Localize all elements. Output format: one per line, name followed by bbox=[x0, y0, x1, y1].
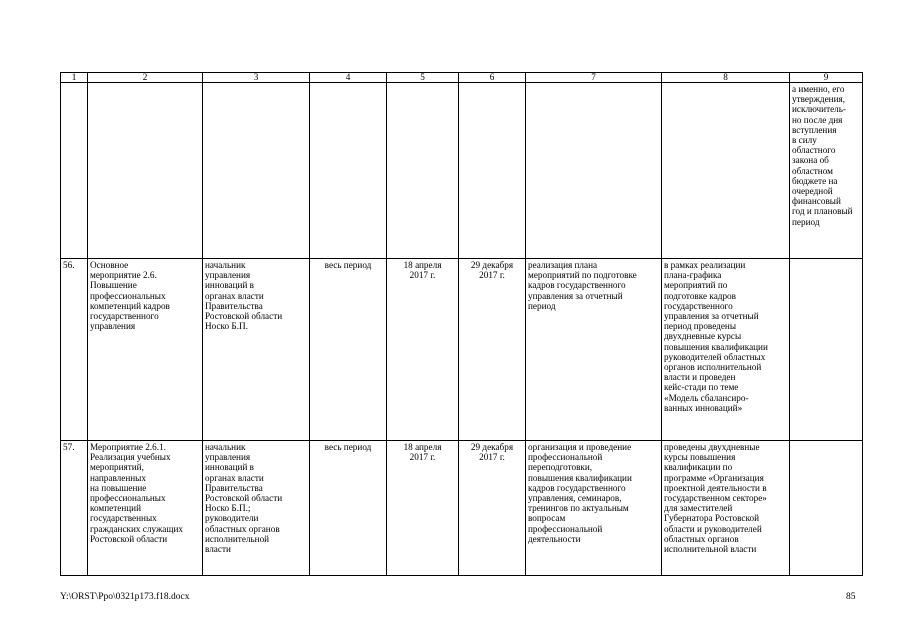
row-number-cell: 57. bbox=[61, 441, 88, 576]
column-number-4: 4 bbox=[310, 73, 387, 83]
planned-result-cell: организация и проведение профессиональной переподготовки, повышения квалификации кадров государственного управления, семинаров, тренингов по актуальным вопросам профессиональной деятельности bbox=[526, 441, 662, 576]
table-row-continuation bbox=[61, 83, 863, 259]
end-date-cell bbox=[459, 83, 526, 259]
start-date-cell: 18 апреля 2017 г. bbox=[387, 441, 459, 576]
footer-file-path: Y:\ORST\Ppo\0321p173.f18.docx bbox=[60, 592, 190, 602]
period-cell: весь период bbox=[310, 259, 387, 441]
column-number-6: 6 bbox=[459, 73, 526, 83]
end-date-cell: 29 декабря 2017 г. bbox=[459, 441, 526, 576]
column-number-5: 5 bbox=[387, 73, 459, 83]
report-table bbox=[60, 72, 863, 576]
page-number: 85 bbox=[846, 592, 856, 602]
end-date-cell: 29 декабря 2017 г. bbox=[459, 259, 526, 441]
activity-name-cell bbox=[88, 83, 203, 259]
responsible-cell: начальник управления инноваций в органах власти Правительства Ростовской области Носко Б.П.; руководители областных органов исполнительной власти bbox=[203, 441, 310, 576]
notes-cell bbox=[790, 441, 863, 576]
column-number-8: 8 bbox=[662, 73, 790, 83]
column-number-2: 2 bbox=[88, 73, 203, 83]
responsible-cell bbox=[203, 83, 310, 259]
start-date-cell bbox=[387, 83, 459, 259]
actual-result-cell: в рамках реализации плана-графика мероприятий по подготовке кадров государственного управления за отчетный период проведены двухдневные курсы повышения квалификации руководителей областных органов исполнительной власти и проведен кейс-стади по теме «Модель сбалансиро- ванных инноваций» bbox=[662, 259, 790, 441]
activity-name-cell: Мероприятие 2.6.1. Реализация учебных мероприятий, направленных на повышение профессиональных компетенций государственных гражданских служащих Ростовской области bbox=[88, 441, 203, 576]
column-number-3: 3 bbox=[203, 73, 310, 83]
column-number-9: 9 bbox=[790, 73, 863, 83]
planned-result-cell: реализация плана мероприятий по подготовке кадров государственного управления за отчетный период bbox=[526, 259, 662, 441]
responsible-cell: начальник управления инноваций в органах власти Правительства Ростовской области Носко Б.П. bbox=[203, 259, 310, 441]
row-number-cell bbox=[61, 83, 88, 259]
actual-result-cell bbox=[662, 83, 790, 259]
notes-cell bbox=[790, 259, 863, 441]
period-cell: весь период bbox=[310, 441, 387, 576]
column-number-7: 7 bbox=[526, 73, 662, 83]
table-row-56 bbox=[61, 259, 863, 441]
table-row-57 bbox=[61, 441, 863, 576]
period-cell bbox=[310, 83, 387, 259]
table-header-row bbox=[61, 73, 863, 83]
row-number-cell: 56. bbox=[61, 259, 88, 441]
actual-result-cell: проведены двухдневные курсы повышения квалификации по программе «Организация проектной деятельности в государственном секторе» для заместителей Губернатора Ростовской области и руководителей областных органов исполнительной власти bbox=[662, 441, 790, 576]
column-number-1: 1 bbox=[61, 73, 88, 83]
planned-result-cell bbox=[526, 83, 662, 259]
start-date-cell: 18 апреля 2017 г. bbox=[387, 259, 459, 441]
activity-name-cell: Основное мероприятие 2.6. Повышение профессиональных компетенций кадров государственного управления bbox=[88, 259, 203, 441]
notes-cell: а именно, его утверждения, исключитель- но после дня вступления в силу областного закона об областном бюджете на очередной финансовый год и плановый период bbox=[790, 83, 863, 259]
